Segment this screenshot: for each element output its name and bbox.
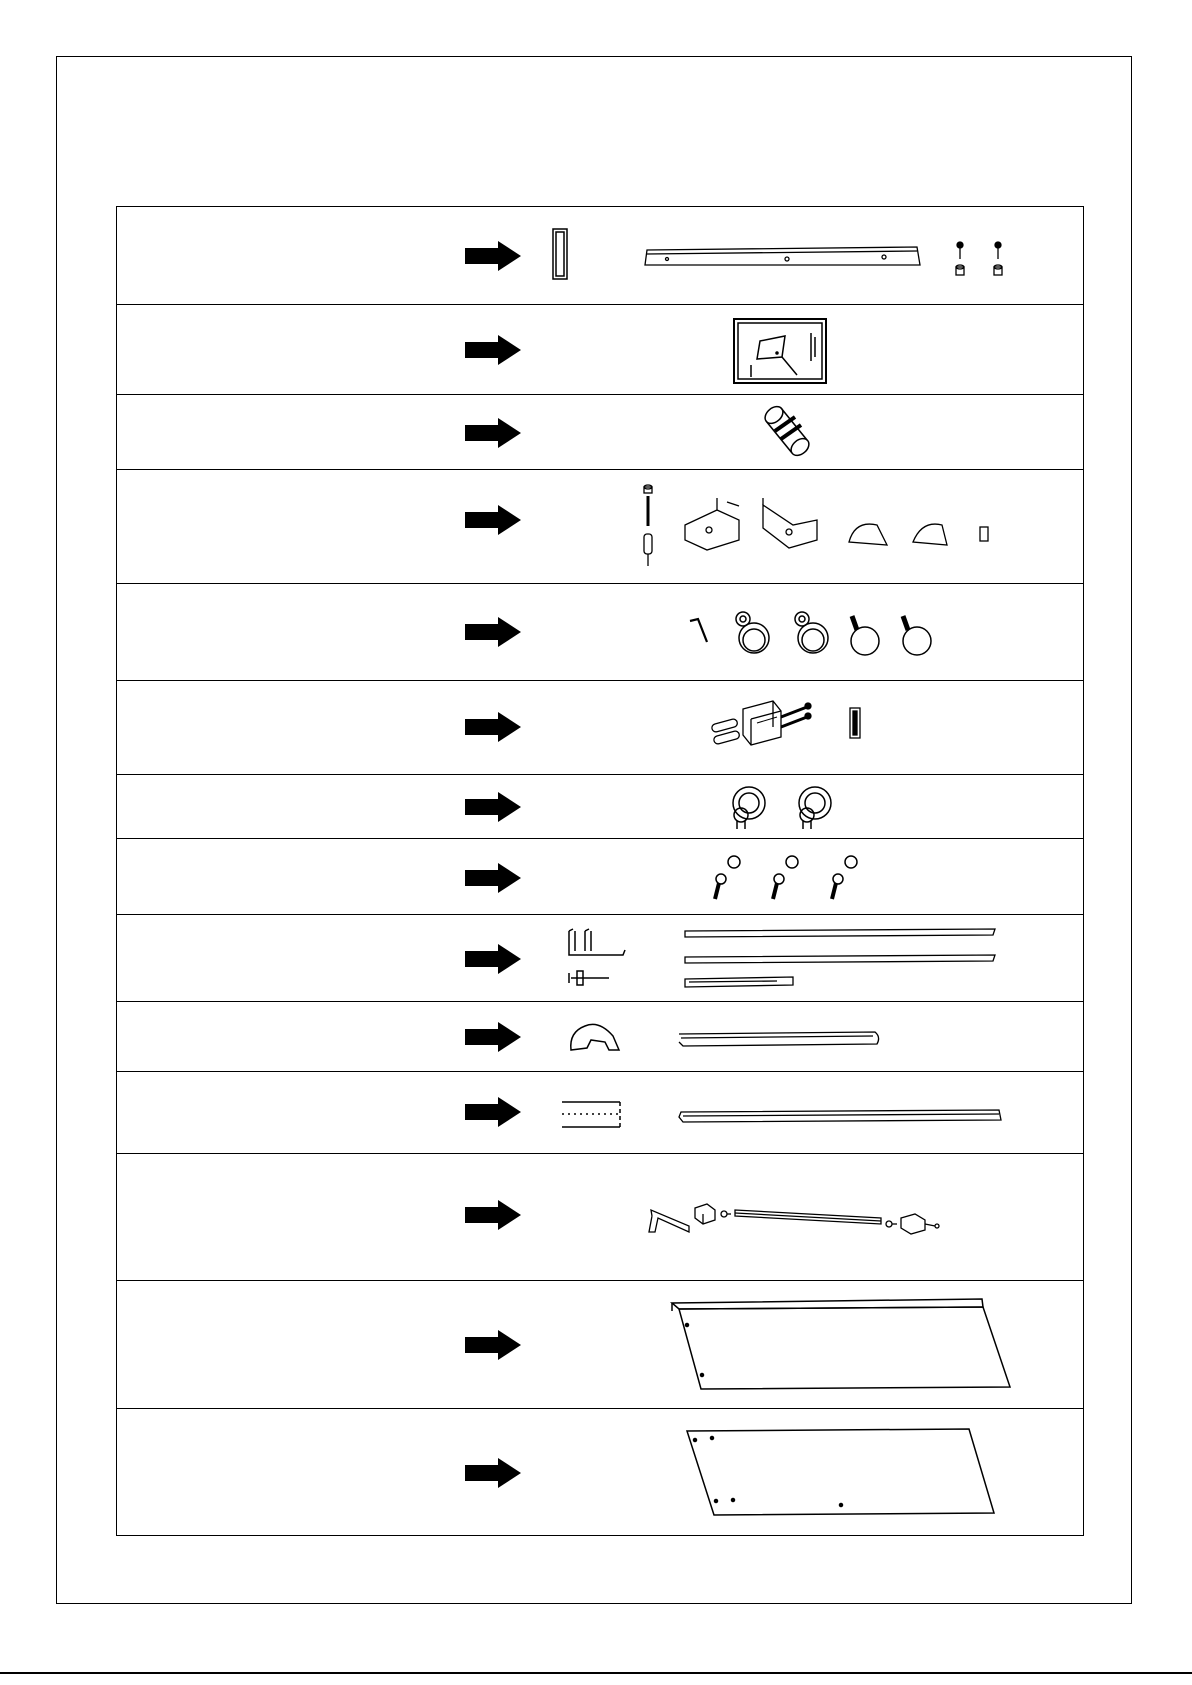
row-8-drawing (117, 839, 1083, 915)
curved-trim-icon (679, 1032, 879, 1046)
parts-row-9 (117, 915, 1083, 1002)
row-1-drawing (117, 207, 1083, 305)
arrow-icon (465, 1097, 521, 1127)
row-12-drawing (117, 1154, 1083, 1281)
parts-table (116, 206, 1084, 1536)
row-9-drawing (117, 915, 1083, 1002)
screw-icon (956, 242, 1002, 275)
parts-row-11 (117, 1072, 1083, 1154)
arrow-icon (465, 241, 521, 271)
curved-profile-icon (571, 1024, 619, 1050)
rod-set-icon (649, 1204, 939, 1234)
parts-row-2 (117, 305, 1083, 395)
parts-row-4 (117, 470, 1083, 584)
mirror-panel-icon (734, 319, 826, 383)
parts-row-14 (117, 1409, 1083, 1537)
arrow-icon (465, 1330, 521, 1360)
arrow-icon (465, 418, 521, 448)
arrow-icon (465, 1458, 521, 1488)
knob-icon (736, 612, 931, 655)
parts-row-3 (117, 395, 1083, 470)
hanger-bar-icon (645, 247, 920, 265)
panel-with-lip-icon (672, 1299, 1010, 1389)
row-3-drawing (117, 395, 1083, 470)
hinge-cylinder-icon (762, 403, 812, 459)
row-6-drawing (117, 681, 1083, 775)
channel-profile-icon (569, 929, 625, 985)
long-profile-icon (685, 929, 995, 987)
screw-cap-icon (715, 856, 857, 899)
parts-row-13 (117, 1281, 1083, 1409)
flat-trim-icon (679, 1110, 1001, 1122)
arrow-icon (465, 863, 521, 893)
parts-row-5 (117, 584, 1083, 681)
parts-row-10 (117, 1002, 1083, 1072)
row-14-drawing (117, 1409, 1083, 1537)
arrow-icon (465, 505, 521, 535)
row-11-drawing (117, 1072, 1083, 1154)
row-5-drawing (117, 584, 1083, 681)
arrow-icon (465, 712, 521, 742)
allen-key-icon (690, 619, 707, 642)
parts-row-12 (117, 1154, 1083, 1281)
screw-anchor-icon (644, 485, 652, 566)
clip-icon (849, 524, 988, 545)
connector-block-icon (711, 701, 860, 745)
row-13-drawing (117, 1281, 1083, 1409)
row-2-drawing (117, 305, 1083, 395)
bracket-icon (685, 498, 817, 550)
row-7-drawing (117, 775, 1083, 839)
bottom-rule (0, 1672, 1192, 1674)
row-10-drawing (117, 1002, 1083, 1072)
profile-end-icon (553, 229, 567, 279)
arrow-icon (465, 1200, 521, 1230)
row-4-drawing (117, 470, 1083, 584)
arrow-icon (465, 944, 521, 974)
flat-panel-icon (687, 1429, 994, 1515)
parts-row-6 (117, 681, 1083, 775)
parts-row-7 (117, 775, 1083, 839)
flat-profile-end-icon (562, 1102, 620, 1127)
parts-row-1 (117, 207, 1083, 305)
arrow-icon (465, 335, 521, 365)
round-knob-icon (733, 787, 831, 829)
parts-row-8 (117, 839, 1083, 915)
arrow-icon (465, 1022, 521, 1052)
arrow-icon (465, 792, 521, 822)
arrow-icon (465, 617, 521, 647)
